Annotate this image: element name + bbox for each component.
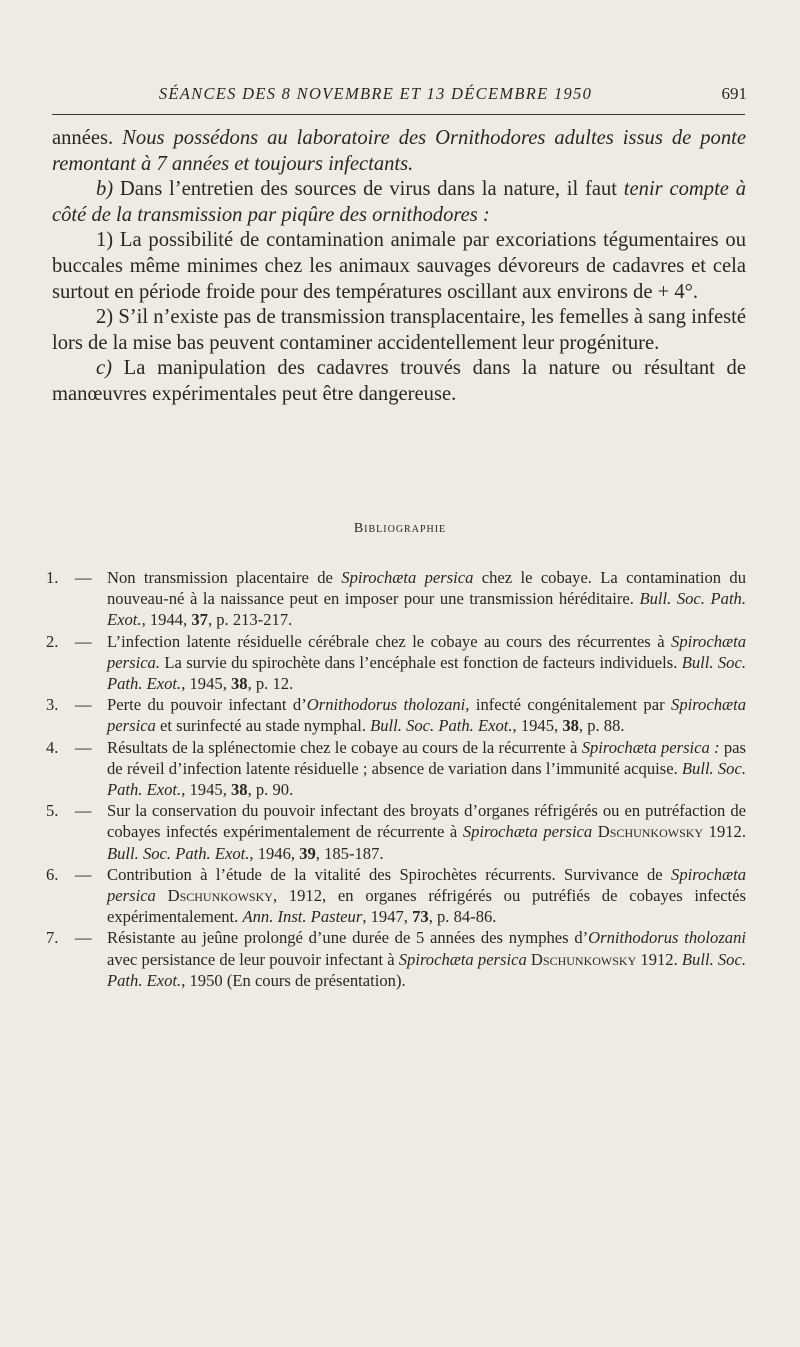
reference-item: 5. — Sur la conservation du pouvoir infectant des broyats d’organes réfrigérés ou en putréfaction de cobayes infectés expérimentalement de récurrente à Spirochæta persica Dschunkowsky 1912. Bull. Soc. Path. Exot., 1946, 39, 185-187.: [46, 801, 747, 863]
paragraph-point-1: 1) La possibilité de contamination animale par excoriations tégumentaires ou buccales même minimes chez les animaux sauvages dévoreurs de cadavres et cela surtout en période froide pour des températures oscillant aux environs de + 4°.: [52, 229, 746, 303]
reference-item: 1. — Non transmission placentaire de Spirochæta persica chez le cobaye. La contamination du nouveau-né à la naissance peut en imposer pour une transmission héréditaire. Bull. Soc. Path. Exot., 1944, 37, p. 213-217.: [46, 568, 746, 630]
body-text: [52, 126, 746, 408]
running-head: [52, 84, 747, 110]
paragraph-conclusion-a: années. Nous possédons au laboratoire des Ornithodores adultes issus de ponte remontant à 7 années et toujours infectants.: [52, 127, 747, 175]
running-title: SÉANCES DES 8 NOVEMBRE ET 13 DÉCEMBRE 1950: [158, 84, 593, 103]
reference-item: 7. — Résistante au jeûne prolongé d’une durée de 5 années des nymphes d’Ornithodorus tholozani avec persistance de leur pouvoir infectant à Spirochæta persica Dschunkowsky 1912. Bull. Soc. Path. Exot., 1950 (En cours de présentation).: [46, 928, 746, 990]
paragraph-conclusion-b: b) Dans l’entretien des sources de virus dans la nature, il faut tenir compte à côté de la transmission par piqûre des ornithodores :: [52, 178, 746, 226]
bibliography-list: [46, 567, 746, 991]
page-number: 691: [721, 84, 747, 103]
reference-item: 4. — Résultats de la splénectomie chez le cobaye au cours de la récurrente à Spirochæta persica : pas de réveil d’infection latente résiduelle ; absence de variation dans l’immunité acquise. Bull. Soc. Path. Exot., 1945, 38, p. 90.: [46, 737, 746, 800]
reference-item: 3. — Perte du pouvoir infectant d’Ornithodorus tholozani, infecté congénitalement par Spirochæta persica et surinfecté au stade nymphal. Bull. Soc. Path. Exot., 1945, 38, p. 88.: [46, 695, 746, 736]
header-rule: [52, 114, 745, 115]
bibliography-heading: Bibliographie: [353, 521, 447, 536]
reference-item: 2. — L’infection latente résiduelle cérébrale chez le cobaye au cours des récurrentes à Spirochæta persica. La survie du spirochète dans l’encéphale est fonction de facteurs individuels. Bull. Soc. Path. Exot., 1945, 38, p. 12.: [46, 631, 746, 694]
paragraph-point-2: 2) S’il n’existe pas de transmission transplacentaire, les femelles à sang infesté lors de la mise bas peuvent contaminer accidentellement leur progéniture.: [52, 306, 746, 354]
paragraph-conclusion-c: c) La manipulation des cadavres trouvés dans la nature ou résultant de manœuvres expérimentales peut être dangereuse.: [52, 357, 746, 405]
reference-item: 6. — Contribution à l’étude de la vitalité des Spirochètes récurrents. Survivance de Spirochæta persica Dschunkowsky, 1912, en organes réfrigérés ou putréfiés de cobayes infectés expérimentalement. Ann. Inst. Pasteur, 1947, 73, p. 84-86.: [46, 864, 746, 927]
